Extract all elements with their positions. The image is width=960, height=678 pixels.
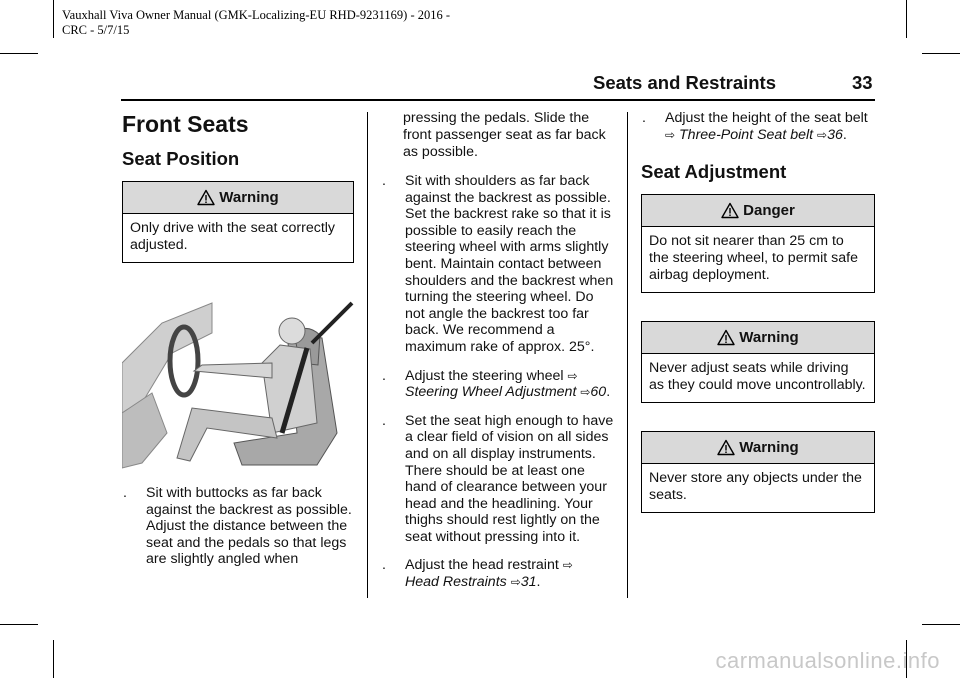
- reference-page-link[interactable]: 60: [590, 384, 607, 401]
- bullet-mark: .: [382, 557, 386, 574]
- instruction-bullet: [122, 485, 354, 568]
- warning-text: Never adjust seats while driving as they could move uncontrollably.: [649, 360, 866, 394]
- bullet-text: Sit with buttocks as far back against the backrest as possible. Adjust the distance between the seat and the pedals so that legs are slightly angled when: [146, 485, 352, 568]
- crop-mark: [53, 0, 54, 38]
- warning-label: Warning: [739, 329, 799, 347]
- cross-reference-link[interactable]: Head Restraints: [405, 574, 507, 591]
- seat-position-illustration: [122, 293, 354, 473]
- cross-reference-link[interactable]: Steering Wheel Adjustment: [405, 384, 577, 401]
- crop-mark: [0, 624, 38, 625]
- bullet-mark: .: [642, 110, 646, 126]
- instruction-bullet: [381, 413, 614, 546]
- warning-icon: [717, 439, 735, 456]
- warning-header: [123, 182, 353, 214]
- section-title: Seats and Restraints: [592, 72, 776, 93]
- crop-mark: [0, 53, 38, 54]
- warning-icon: [721, 202, 739, 219]
- column-3: [641, 110, 875, 513]
- header-rule: [121, 99, 875, 101]
- instruction-bullet: [381, 173, 614, 356]
- bullet-text: Set the seat high enough to have a clear field of vision on all sides and on all display instruments. There should be at least one hand of clearance between your head and the headlining. Your thighs should rest lightly on the seat without pressing into it.: [405, 412, 614, 545]
- column-divider: [627, 112, 628, 598]
- danger-box: [641, 194, 875, 293]
- bullet-text: Sit with shoulders as far back against the backrest as possible. Set the backrest rake so that it is possible to easily reach the steering wheel with arms slightly bent. Maintain contact between shoulders and the backrest when turning the steering wheel. Do not angle the backrest too far back. We recommend a maximum rake of approx. 25°.: [405, 173, 614, 355]
- crop-mark: [922, 53, 960, 54]
- bullet-mark: .: [382, 412, 386, 429]
- bullet-mark: .: [123, 485, 127, 501]
- watermark-logo: carmanualsonline.info: [715, 648, 940, 673]
- crop-mark: [906, 0, 907, 38]
- bullet-text: Adjust the height of the seat belt: [665, 110, 868, 126]
- warning-header: [642, 432, 874, 464]
- warning-box: [122, 181, 354, 263]
- column-1: [122, 110, 354, 568]
- bullet-text: Adjust the steering wheel: [405, 367, 564, 384]
- instruction-bullet: . Adjust the head restraint ⇨ Head Restraints ⇨31.: [382, 557, 573, 591]
- meta-line: CRC - 5/7/15: [62, 23, 130, 37]
- reference-arrow-icon: ⇨: [562, 558, 573, 573]
- column-2: [381, 110, 614, 591]
- meta-line: Vauxhall Viva Owner Manual (GMK-Localizing-EU RHD-9231169) - 2016 -: [62, 8, 451, 22]
- bullet-text: Adjust the head restraint: [405, 557, 559, 574]
- reference-page-link[interactable]: 31: [520, 574, 537, 591]
- page-number: 33: [852, 72, 873, 93]
- warning-header: [642, 322, 874, 354]
- warning-text: Only drive with the seat correctly adjusted.: [130, 220, 336, 253]
- crop-mark: [53, 640, 54, 678]
- subsection-title: Seat Adjustment: [641, 161, 787, 183]
- cross-reference-link[interactable]: Three-Point Seat belt: [679, 126, 814, 143]
- warning-label: Warning: [219, 189, 279, 206]
- reference-arrow-icon: ⇨: [567, 368, 578, 383]
- warning-text: Never store any objects under the seats.: [649, 470, 862, 504]
- reference-arrow-icon: ⇨: [817, 127, 828, 142]
- warning-icon: [197, 189, 215, 206]
- warning-label: Warning: [739, 439, 799, 457]
- warning-box: [641, 321, 875, 403]
- instruction-bullet: . Adjust the height of the seat belt ⇨ Three-Point Seat belt ⇨36.: [642, 110, 868, 143]
- document-meta: [62, 8, 450, 38]
- instruction-bullet: . Adjust the steering wheel ⇨ Steering Wheel Adjustment ⇨60.: [382, 367, 611, 401]
- danger-header: [642, 195, 874, 227]
- reference-arrow-icon: ⇨: [510, 575, 521, 590]
- danger-label: Danger: [743, 202, 795, 220]
- continued-text: pressing the pedals. Slide the front passenger seat as far back as possible.: [403, 110, 606, 160]
- reference-arrow-icon: ⇨: [665, 127, 676, 142]
- column-divider: [367, 112, 368, 598]
- reference-arrow-icon: ⇨: [580, 385, 591, 400]
- subsection-title: Seat Position: [122, 148, 240, 169]
- crop-mark: [922, 624, 960, 625]
- warning-box: [641, 431, 875, 513]
- reference-page-link[interactable]: 36: [827, 126, 843, 143]
- page-title: Front Seats: [122, 111, 249, 137]
- bullet-mark: .: [382, 367, 386, 384]
- danger-text: Do not sit nearer than 25 cm to the steering wheel, to permit safe airbag deployment.: [649, 233, 858, 284]
- warning-icon: [717, 329, 735, 346]
- bullet-mark: .: [382, 173, 386, 189]
